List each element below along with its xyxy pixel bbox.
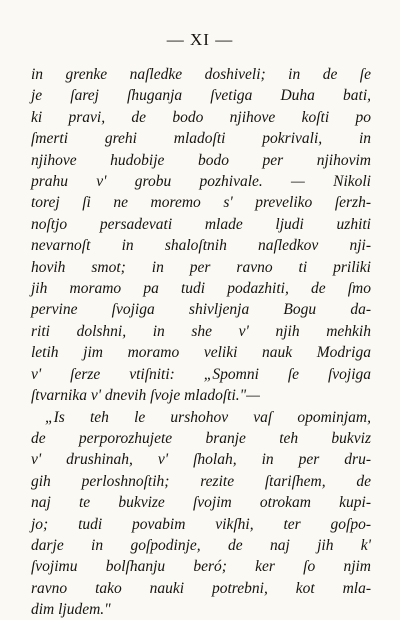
text-line: dim ljudem." [31,601,111,619]
text-line: jo; tudi povabim vikſhi, ter goſpo- [31,515,371,533]
text-line: de perporozhujete branje teh bukviz [31,429,371,447]
text-line: je ſarej ſhuganja ſvetiga Duha bati, [31,87,371,105]
body-text [31,64,371,621]
text-line: hovih smot; in per ravno ti priliki [31,258,371,276]
text-line: letih jim moramo veliki nauk Modriga [31,344,371,362]
text-line: in grenke naſledke doshiveli; in de ſe [31,66,371,83]
text-line: gih perloshnoſtih; rezite ſtariſhem, de [31,472,371,490]
text-line: „Is teh le urshohov vaſ opominjam, [45,408,371,426]
text-line: njihove hudobije bodo per njihovim [31,151,371,169]
text-line: v' drushinah, v' ſholah, in per dru- [31,451,371,469]
text-line: ki pravi, de bodo njihove koſti po [31,108,371,126]
text-line: naj te bukvize ſvojim otrokam kupi- [31,494,371,512]
text-line: ſtvarnika v' dnevih ſvoje mladoſti."— [31,387,260,405]
text-line: v' ſerze vtiſniti: „Spomni ſe ſvojiga [31,365,371,383]
text-line: prahu v' grobu pozhivale. — Nikoli [31,173,371,191]
text-line: darje in goſpodinje, de naj jih k' [31,536,371,554]
text-line: nevarnoſt in shaloſtnih naſledkov nji- [31,237,371,255]
text-line: jih moramo pa tudi podazhiti, de ſmo [31,280,371,298]
text-line: ravno tako nauki potrebni, kot mla- [31,579,371,597]
text-line: pervine ſvojiga shivljenja Bogu da- [31,301,371,319]
text-line: ſmerti grehi mladoſti pokrivali, in [31,130,371,148]
page-number-header: — XI — [166,30,234,49]
text-line: riti dolshni, in she v' njih mehkih [31,322,371,340]
text-line: torej ſi ne moremo s' preveliko ſerzh- [31,194,371,212]
text-line: ſvojimu bolſhanju beró; ker ſo njim [31,558,371,576]
text-line: noſtjo persadevati mlade ljudi uzhiti [31,215,371,233]
